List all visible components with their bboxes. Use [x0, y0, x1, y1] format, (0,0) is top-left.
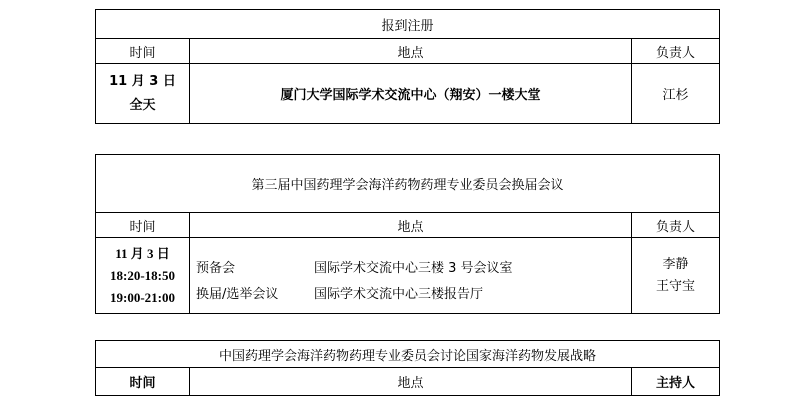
registration-person: 江杉 [632, 64, 720, 124]
election-person-cell [632, 238, 720, 314]
strategy-discussion-table [95, 340, 720, 396]
person-wang-shoubao: 王守宝 [656, 278, 696, 294]
election-meeting-table [95, 154, 720, 314]
prep-meeting-row [190, 256, 631, 282]
place-header: 地点 [190, 368, 632, 396]
person-li-jing: 李静 [662, 256, 689, 272]
strategy-discussion-title: 中国药理学会海洋药物药理专业委员会讨论国家海洋药物发展战略 [96, 341, 720, 368]
registration-duration: 全天 [129, 97, 156, 113]
election-date: 11 月 3 日 [115, 245, 170, 261]
prep-meeting-location: 国际学术交流中心三楼 3 号会议室 [314, 260, 513, 276]
election-time-cell [96, 238, 190, 314]
registration-place: 厦门大学国际学术交流中心（翔安）一楼大堂 [190, 64, 632, 124]
place-header: 地点 [190, 213, 632, 238]
election-place-cell [190, 238, 632, 314]
time-header: 时间 [96, 213, 190, 238]
election-meeting-name: 换届/选举会议 [196, 286, 279, 302]
host-header: 主持人 [632, 368, 720, 396]
person-header: 负责人 [632, 39, 720, 64]
registration-date: 11 月 3 日 [109, 73, 176, 89]
time-header: 时间 [96, 368, 190, 396]
prep-meeting-time: 18:20-18:50 [110, 267, 175, 283]
registration-title: 报到注册 [96, 10, 720, 39]
election-meeting-time: 19:00-21:00 [110, 289, 175, 305]
person-header: 负责人 [632, 213, 720, 238]
election-meeting-location: 国际学术交流中心三楼报告厅 [314, 286, 484, 302]
time-header: 时间 [96, 39, 190, 64]
place-header: 地点 [190, 39, 632, 64]
election-meeting-row [190, 282, 631, 308]
registration-time-cell [96, 64, 190, 124]
registration-table [95, 9, 720, 124]
election-meeting-title: 第三届中国药理学会海洋药物药理专业委员会换届会议 [96, 155, 720, 213]
prep-meeting-name: 预备会 [196, 260, 236, 276]
